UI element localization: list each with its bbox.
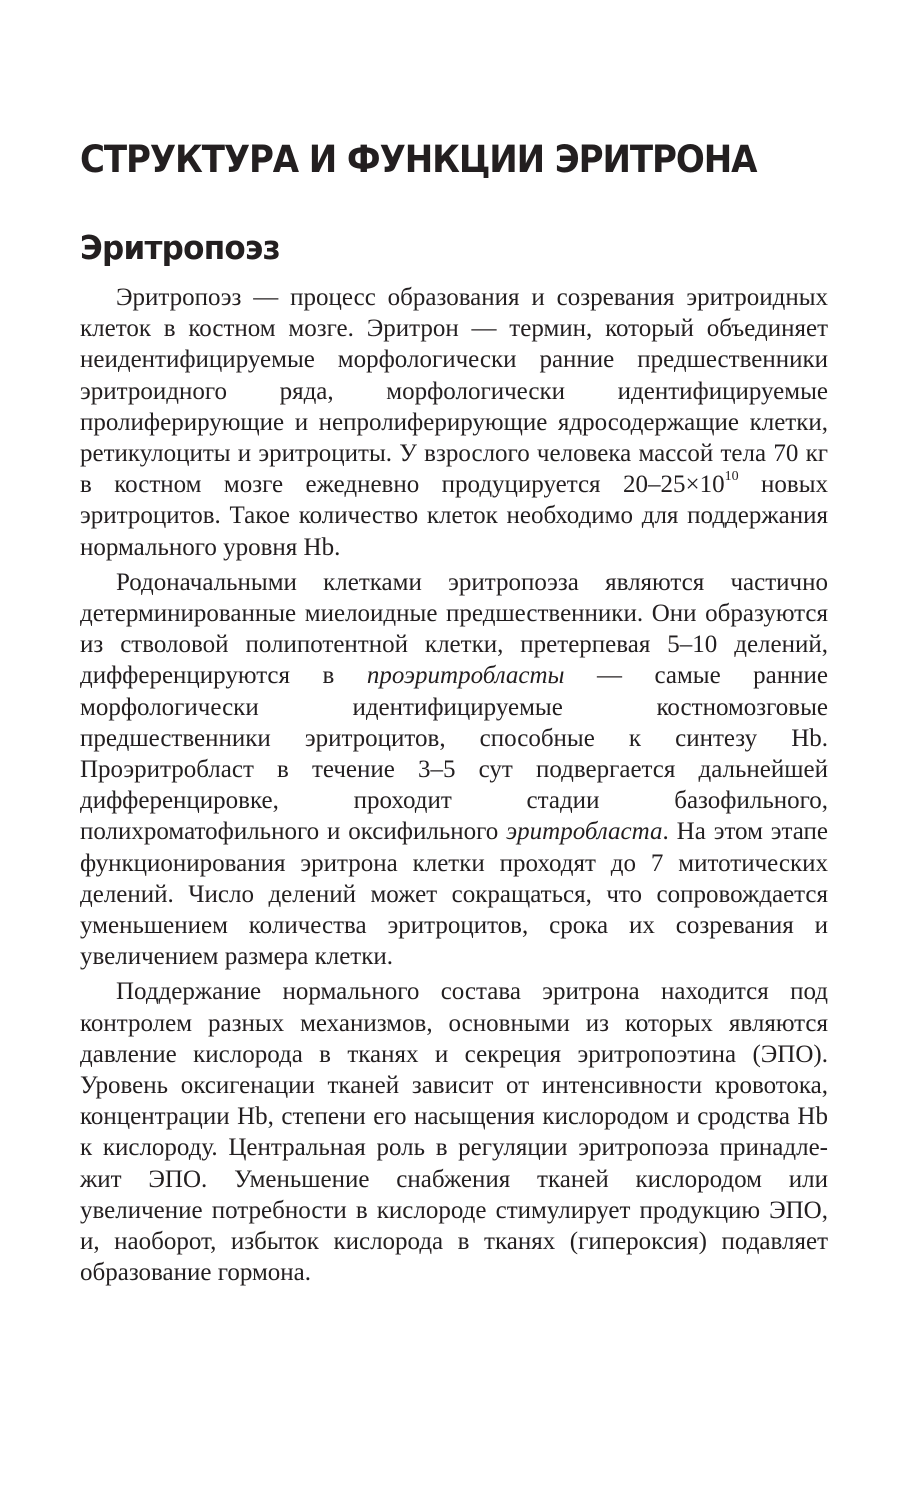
paragraph-1-text-after: новых эритроцитов. Такое количество клеток необходимо для поддержания нормального уровня Hb. [80,471,829,561]
paragraph-2-text-middle: — самые ранние морфологически идентифицируемые костномозговые предшественники эритроцитов, способные к синтезу Hb. Проэритробласт в течение 3–5 сут подвергается дальнейшей дифференцировке, проходит стадии базофильного, полихроматофильного и оксифильного [80,662,829,846]
body-text [80,282,828,1293]
paragraph-1-text: Эритропоэз — процесс образования и созревания эритроидных клеток в костном мозге. Эритрон — термин, который объединяет неидентифицируемые морфологически ранние предшественники эритроидного ряда, морфологически идентифицируемые пролиферирующие и непролиферирующие ядросодержащие клетки, ретикулоциты и эритроциты. У взрослого человека массой тела 70 кг в костном мозге ежедневно продуцируется 20–25×10 [80,284,828,499]
italic-term-proerythroblasts: проэритробласты [366,662,565,690]
paragraph-2-text-after: . На этом этапе функционирования эритрона клетки проходят до 7 митотических делений. Число делений может сокращаться, что сопровождается уменьшением количества эритроцитов, срока их созревания и увеличением размера клетки. [80,818,828,971]
exponent-superscript: 10 [724,468,739,484]
paragraph-2-text-before: Родоначальными клетками эритропоэза являются частично детерминированные миелоидные предшественники. Они образуются из стволовой полипотентной клетки, претерпевая 5–10 делений, дифференцируются в [80,568,828,690]
paragraph-3 [80,976,828,1288]
paragraph-2 [80,567,828,973]
chapter-title: СТРУКТУРА И ФУНКЦИИ ЭРИТРОНА [80,138,757,181]
italic-term-erythroblast: эритробласта [506,818,663,846]
paragraph-3-text: Поддержание нормального состава эритрона находится под контролем разных механизмов, основными из которых являются давление кислорода в тканях и секреция эритропоэтина (ЭПО). Уровень оксигенации тканей зависит от интенсивности кровотока, концентрации Hb, степени его насыщения кислородом и сродства Hb к кислороду. Центральная роль в регуляции эритропоэза принадлежит ЭПО. Уменьшение снабжения тканей кислородом или увеличение потребности в кислороде стимулирует продукцию ЭПО, и, наоборот, избыток кислорода в тканях (гипероксия) подавляет образование гормона. [80,978,828,1287]
section-title: Эритропоэз [80,228,280,267]
paragraph-1 [80,282,828,563]
